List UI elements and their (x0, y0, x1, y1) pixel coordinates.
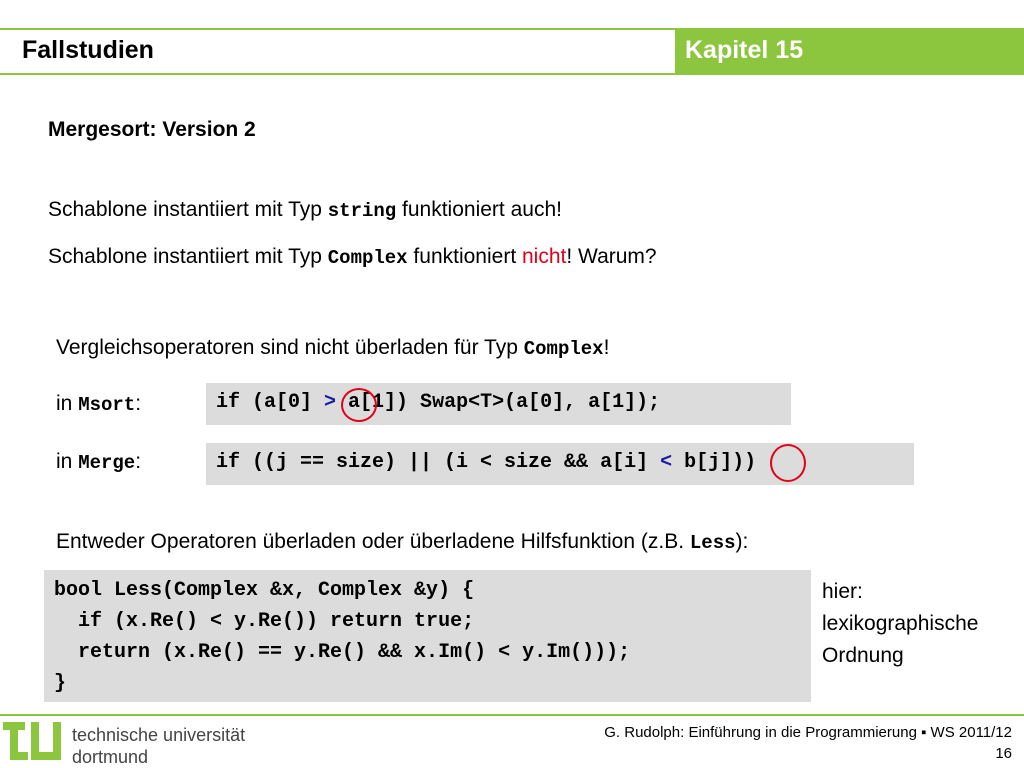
text-fragment: funktioniert auch! (396, 198, 562, 221)
highlight-word: nicht (522, 245, 567, 268)
compare-operator: < (660, 451, 673, 474)
side-note-line: Ordnung (822, 644, 904, 667)
university-name (72, 724, 245, 768)
footer-rule (0, 714, 1024, 716)
text-fragment: Entweder Operatoren überladen oder überladene Hilfsfunktion (z.B. (56, 530, 690, 553)
text-line-complex (48, 245, 657, 269)
text-fragment: Vergleichsoperatoren sind nicht überladen für Typ (56, 336, 524, 359)
text-fragment: Schablone instantiiert mit Typ (48, 198, 328, 221)
operator-highlight-circle (341, 388, 377, 422)
code-line: bool Less(Complex &x, Complex &y) { (54, 579, 475, 602)
code-fragment: Merge (78, 452, 136, 474)
code-line: if (x.Re() < y.Re()) return true; (54, 610, 475, 633)
text-fragment: in (56, 392, 79, 415)
code-fragment: if (a[0] (216, 391, 325, 414)
text-fragment: funktioniert (407, 245, 522, 268)
code-fragment: b[j])) (672, 451, 757, 474)
msort-code-box (206, 383, 791, 425)
side-note-line: lexikographische (822, 612, 979, 635)
code-fragment: Less (689, 532, 736, 554)
side-note (822, 576, 978, 672)
code-fragment: Complex (523, 338, 604, 360)
header-bottom-rule (0, 73, 1024, 75)
code-fragment: if ((j == size) || (i < size && a[i] (216, 451, 661, 474)
merge-label (56, 450, 141, 474)
text-fragment: Schablone instantiiert mit Typ (48, 245, 328, 268)
text-fragment: ! (603, 336, 610, 359)
course-credit: G. Rudolph: Einführung in die Programmierung ▪ WS 2011/12 (604, 724, 1012, 741)
code-fragment: a[1]) Swap<T>(a[0], a[1]); (336, 391, 661, 414)
msort-label (56, 392, 141, 416)
text-fragment: : (135, 392, 142, 415)
code-fragment: Msort (78, 394, 136, 416)
slide-title: Fallstudien (22, 36, 154, 64)
code-fragment: string (327, 200, 397, 222)
text-fragment: : (135, 450, 142, 473)
section-heading: Mergesort: Version 2 (48, 118, 256, 141)
text-line-operators (56, 336, 609, 360)
footer-credit (604, 722, 1012, 764)
merge-code-box (206, 443, 914, 485)
chapter-badge: Kapitel 15 (675, 30, 1024, 73)
page-number: 16 (995, 745, 1012, 762)
text-fragment: ): (735, 530, 749, 553)
compare-operator: > (324, 391, 337, 414)
university-line: dortmund (72, 747, 149, 767)
text-line-helper (56, 530, 748, 554)
code-fragment: Complex (327, 247, 408, 269)
text-fragment: ! Warum? (566, 245, 657, 268)
text-fragment: in (56, 450, 79, 473)
less-function-code-block (44, 570, 811, 702)
tu-logo-icon (3, 718, 65, 764)
code-line: return (x.Re() == y.Re() && x.Im() < y.Im())); (54, 641, 631, 664)
side-note-line: hier: (822, 580, 863, 603)
university-line: technische universität (72, 725, 246, 745)
code-line: } (54, 672, 67, 695)
text-line-string (48, 198, 562, 222)
operator-highlight-circle (770, 444, 806, 482)
